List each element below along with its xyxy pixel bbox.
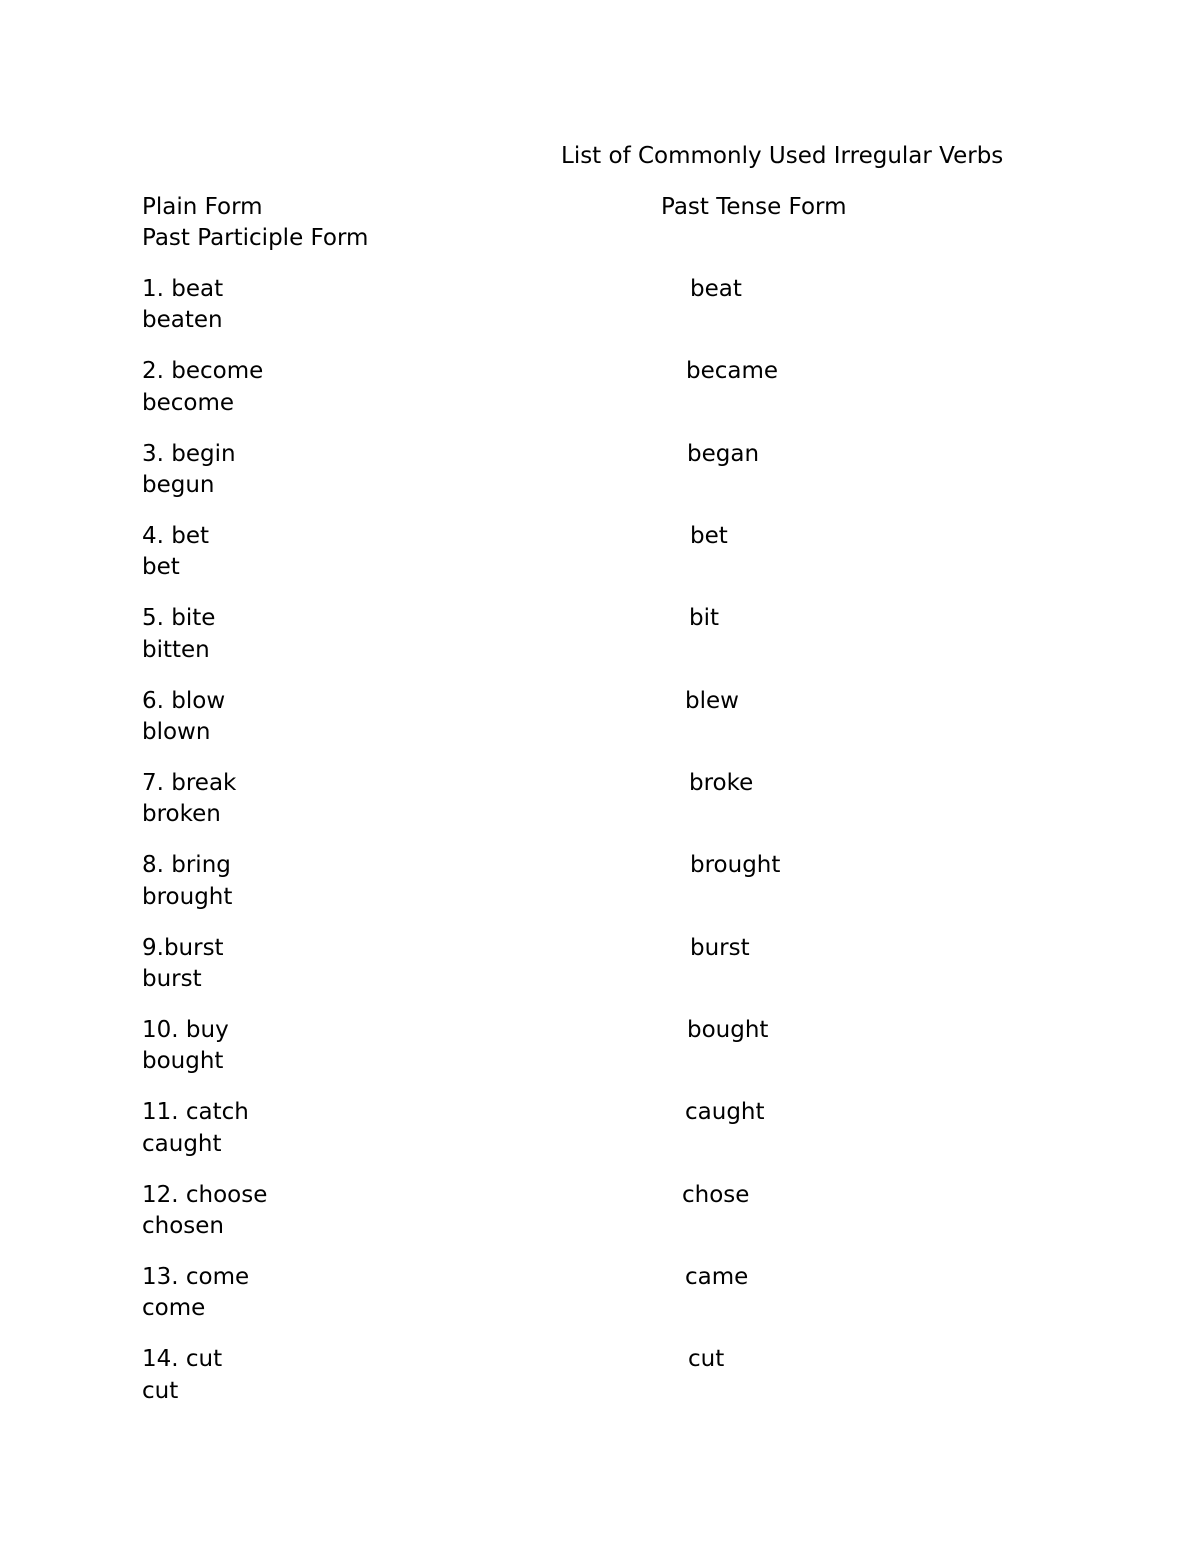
verb-past: beat — [690, 276, 742, 302]
verb-past: cut — [688, 1346, 725, 1372]
verb-plain: 5. bite — [142, 605, 216, 631]
verb-plain: 8. bring — [142, 852, 231, 878]
verb-plain: 11. catch — [142, 1099, 249, 1125]
verb-participle: bet — [142, 554, 180, 580]
verb-plain: 14. cut — [142, 1346, 223, 1372]
verb-past: burst — [690, 935, 750, 961]
verb-plain: 12. choose — [142, 1182, 268, 1208]
verb-participle: chosen — [142, 1213, 225, 1239]
verb-past: bought — [687, 1017, 769, 1043]
verb-past: chose — [682, 1182, 750, 1208]
verb-plain: 4. bet — [142, 523, 210, 549]
verb-past: became — [686, 358, 779, 384]
verb-past: began — [687, 441, 760, 467]
verb-plain: 2. become — [142, 358, 264, 384]
verb-participle: brought — [142, 884, 233, 910]
verb-plain: 1. beat — [142, 276, 224, 302]
header-past-tense-form: Past Tense Form — [661, 194, 847, 220]
verb-participle: broken — [142, 801, 221, 827]
verb-participle: begun — [142, 472, 215, 498]
verb-plain: 6. blow — [142, 688, 226, 714]
verb-participle: beaten — [142, 307, 223, 333]
header-plain-form: Plain Form — [142, 194, 263, 220]
verb-past: bit — [689, 605, 720, 631]
verb-past: broke — [689, 770, 754, 796]
verb-participle: bitten — [142, 637, 210, 663]
verb-participle: blown — [142, 719, 211, 745]
verb-plain: 7. break — [142, 770, 237, 796]
verb-participle: come — [142, 1295, 206, 1321]
verb-plain: 13. come — [142, 1264, 250, 1290]
verb-participle: caught — [142, 1131, 222, 1157]
header-past-participle-form: Past Participle Form — [142, 225, 369, 251]
verb-past: bet — [690, 523, 728, 549]
verb-participle: become — [142, 390, 235, 416]
verb-participle: bought — [142, 1048, 224, 1074]
document-title: List of Commonly Used Irregular Verbs — [561, 143, 1004, 169]
verb-plain: 10. buy — [142, 1017, 229, 1043]
verb-past: brought — [690, 852, 781, 878]
verb-past: caught — [685, 1099, 765, 1125]
verb-plain: 9.burst — [142, 935, 224, 961]
verb-plain: 3. begin — [142, 441, 236, 467]
verb-participle: cut — [142, 1378, 179, 1404]
verb-participle: burst — [142, 966, 202, 992]
verb-past: blew — [685, 688, 739, 714]
verb-past: came — [685, 1264, 749, 1290]
